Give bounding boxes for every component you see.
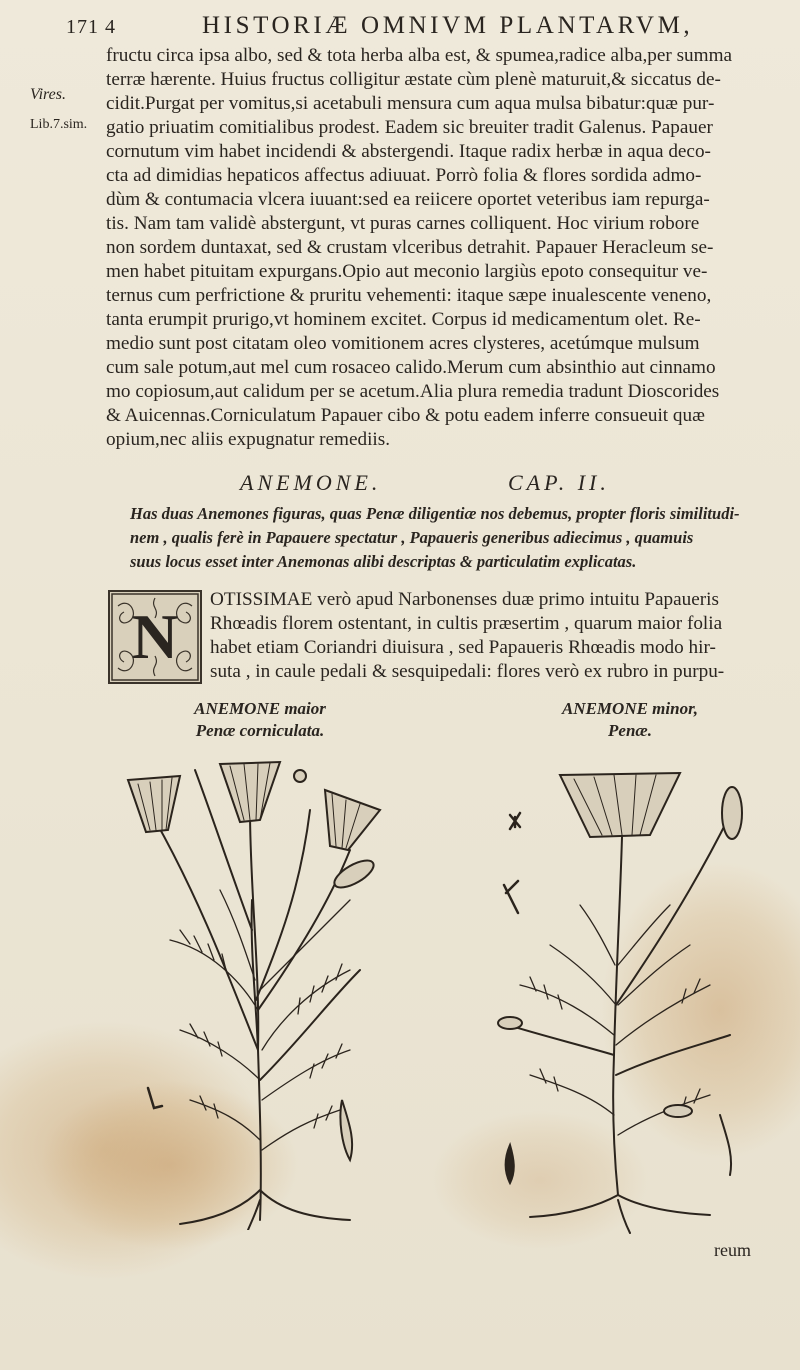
body-text-line: terræ hærente. Huius fructus colligitur æstate cùm plenè maturuit,& siccatus de- bbox=[106, 69, 721, 90]
body-text-line: fructu circa ipsa albo, sed & tota herba alba est, & spumea,radice alba,per summa bbox=[106, 45, 733, 66]
woodcut-anemone-maior bbox=[110, 750, 420, 1230]
figure-right-title: ANEMONE minor, bbox=[561, 699, 699, 718]
body-text-line: medio sunt post citatam oleo vomitionem acres clysteres, acetúmque mulsum bbox=[106, 333, 700, 354]
paragraph-line: Rhœadis florem ostentant, in cultis præsertim , quarum maior folia bbox=[210, 613, 723, 634]
chapter-heading bbox=[0, 470, 800, 498]
initial-letter: N bbox=[131, 601, 179, 672]
figure-right-caption bbox=[500, 698, 760, 742]
body-text-line: gatio priuatim comitialibus prodest. Eadem sic breuiter tradit Galenus. Papauer bbox=[106, 117, 713, 138]
chapter-number: CAP. II. bbox=[508, 470, 610, 495]
paragraph-line: suta , in caule pedali & sesquipedali: flores verò ex rubro in purpu- bbox=[210, 661, 725, 682]
figure-left-title: ANEMONE maior bbox=[194, 699, 326, 718]
body-text-line: dùm & contumacia vlcera iuuant:sed ea reiicere oportet veteribus iam repurga- bbox=[106, 189, 710, 210]
figure-left-subtitle: Penæ corniculata. bbox=[195, 721, 325, 740]
body-text-line: cum sale potum,aut mel cum rosaceo calido.Merum cum absinthio aut cinnamo bbox=[106, 357, 716, 378]
decorated-initial bbox=[108, 590, 202, 684]
body-text-line: opium,nec aliis expugnatur remediis. bbox=[106, 429, 391, 450]
running-header bbox=[0, 10, 800, 42]
margin-note-vires: Vires. bbox=[30, 86, 66, 103]
figure-right-subtitle: Penæ. bbox=[608, 721, 652, 740]
body-text-line: cidit.Purgat per vomitus,si acetabuli mensura cum aqua mulsa bibatur:quæ pur- bbox=[106, 93, 715, 114]
body-text-line: mo copiosum,aut calidum per se acetum.Alia plura remedia tradunt Dioscorides bbox=[106, 381, 720, 402]
body-text-line: cornutum vim habet incidendi & abstergendi. Itaque radix herbæ in aqua deco- bbox=[106, 141, 711, 162]
running-head: HISTORIÆ OMNIVM PLANTARVM, bbox=[202, 12, 694, 39]
intro-line: nem , qualis ferè in Papauere spectatur , Papaueris generibus adiecimus , quamuis bbox=[130, 528, 694, 547]
body-text-line: & Auicennas.Corniculatum Papauer cibo & potu eadem inferre consueuit quæ bbox=[106, 405, 705, 426]
chapter-title: ANEMONE. bbox=[240, 470, 382, 495]
body-text bbox=[106, 44, 766, 452]
body-text-line: non sordem duntaxat, sed & crustam vlceribus detrahit. Papauer Heracleum se- bbox=[106, 237, 714, 258]
body-text-line: tanta erumpit prurigo,vt hominem excitet. Corpus id medicamentum olet. Re- bbox=[106, 309, 701, 330]
woodcut-anemone-minor bbox=[490, 755, 780, 1235]
intro-line: Has duas Anemones figuras, quas Penæ diligentiæ nos debemus, propter floris similitudi- bbox=[130, 504, 740, 523]
chapter-paragraph bbox=[210, 588, 766, 684]
page-number: 171 4 bbox=[66, 16, 116, 38]
body-text-line: tis. Nam tam validè abstergunt, vt puras carnes colliquent. Hoc virium robore bbox=[106, 213, 700, 234]
intro-line: suus locus esset inter Anemonas alibi descriptas & particulatim explicatas. bbox=[130, 552, 637, 571]
paragraph-line: habet etiam Coriandri diuisura , sed Papaueris Rhœadis modo hir- bbox=[210, 637, 716, 658]
chapter-intro bbox=[130, 502, 766, 574]
body-text-line: ternus cum perfrictione & pruritu vehementi: itaque sæpe inualescente veneno, bbox=[106, 285, 712, 306]
paragraph-line: OTISSIMAE verò apud Narbonenses duæ primo intuitu Papaueris bbox=[210, 589, 719, 610]
figure-left-caption bbox=[120, 698, 400, 742]
body-text-line: cta ad dimidias hepaticos affectus adiuuat. Porrò folia & flores sordida admo- bbox=[106, 165, 702, 186]
catchword: reum bbox=[714, 1240, 751, 1260]
body-text-line: men habet pituitam expurgans.Opio aut meconio largiùs epoto consequitur ve- bbox=[106, 261, 708, 282]
margin-note-reference: Lib.7.sim. bbox=[30, 117, 88, 132]
